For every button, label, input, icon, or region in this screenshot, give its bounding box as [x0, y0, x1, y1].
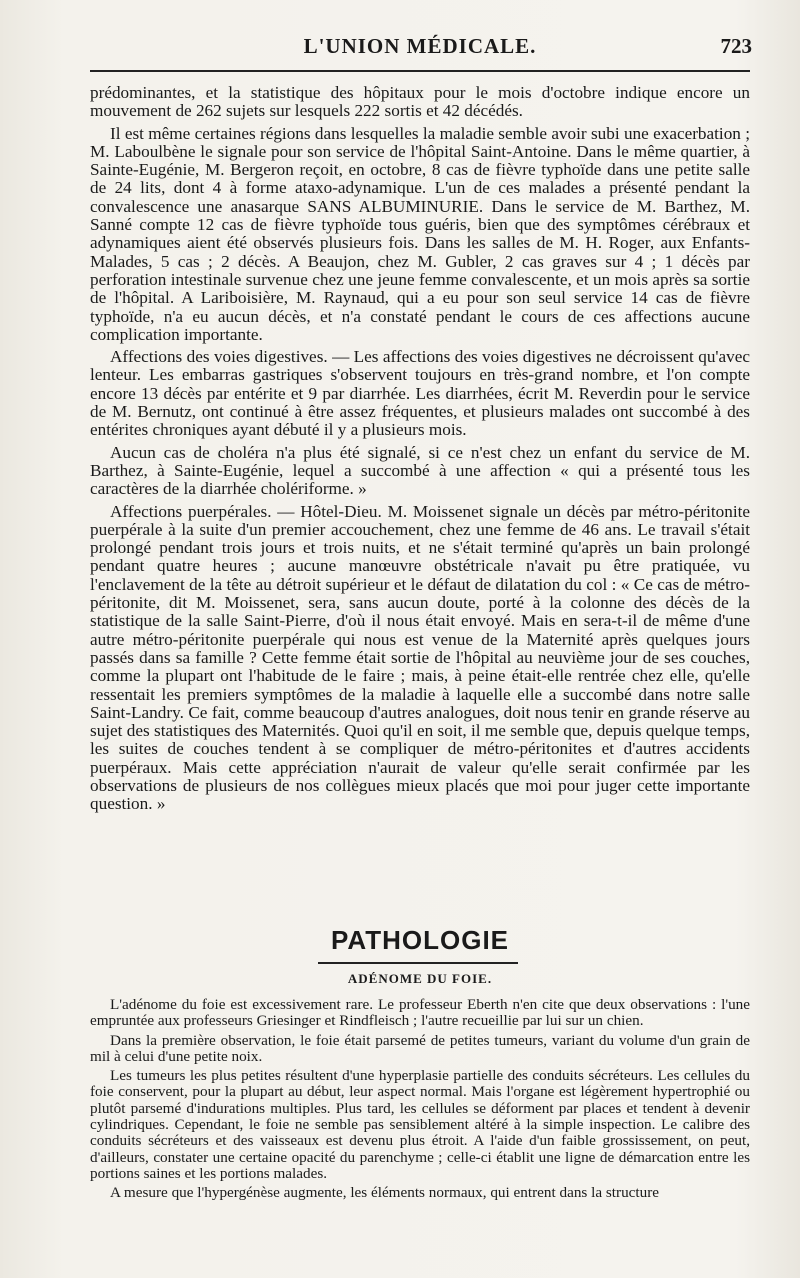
page-number: 723: [720, 34, 752, 58]
paragraph: Affections des voies digestives. — Les affections des voies digestives ne décroissent qu'avec lenteur. Les embarras gastriques s'observent toujours en très-grand nombre, et l'on compte encore 13 décès par entérite et 9 par diarrhée. Les diarrhées, écrit M. Reverdin pour le service de M. Bernutz, ont continué à être assez fréquentes, et plusieurs malades ont succombé à des entérites chroniques ayant débuté il y a plusieurs mois.: [90, 347, 750, 440]
header-rule: [90, 70, 750, 72]
section-subtitle: ADÉNOME DU FOIE.: [347, 971, 493, 986]
paragraph: Les tumeurs les plus petites résultent d'une hyperplasie partielle des conduits sécréteurs. Les cellules du foie conservent, pour la plupart au début, leur aspect normal. Mais l'organe est légèrement hypertrophié ou plutôt parsemé d'indurations multiples. Plus tard, les cellules se déforment par places et tendent à devenir cylindriques. Cependant, le foie ne semble pas sensiblement altéré à la simple inspection. Le calibre des conduits sécréteurs et des vaisseaux est devenu plus étroit. A l'aide d'un faible grossissement, on peut, d'ailleurs, constater une certaine opacité du parenchyme ; celle-ci établit une ligne de démarcation entre les portions saines et les portions malades.: [90, 1067, 750, 1182]
paragraph: Il est même certaines régions dans lesquelles la maladie semble avoir subi une exacerbation ; M. Laboulbène le signale pour son service de l'hôpital Saint-Antoine. Dans le même quartier, à Sainte-Eugénie, M. Bergeron reçoit, en octobre, 8 cas de fièvre typhoïde dans une petite salle de 24 lits, dont 4 à forme ataxo-adynamique. L'un de ces malades a présenté pendant la convalescence une anasarque SANS ALBUMINURIE. Dans le service de M. Barthez, M. Sanné compte 12 cas de fièvre typhoïde tous guéris, bien que des symptômes cérébraux et adynamiques aient été observés plusieurs fois. Dans les salles de M. H. Roger, aux Enfants-Malades, 5 cas ; 2 décès. A Beaujon, chez M. Gubler, 2 cas graves sur 4 ; 1 décès par perforation intestinale survenue chez une jeune femme convalescente, et un mois après sa sortie de l'hôpital. A Lariboisière, M. Raynaud, qui a eu pour son seul service 14 cas de fièvre typhoïde, n'a eu aucun décès, et n'a constaté pendant le cours de ces affections aucune complication importante.: [90, 123, 750, 344]
page-header: [88, 34, 752, 64]
section-body: [90, 997, 750, 1205]
section-rule: [318, 962, 518, 964]
section-title: PATHOLOGIE: [330, 925, 510, 955]
article-body: [90, 84, 750, 818]
paragraph: Affections puerpérales. — Hôtel-Dieu. M. Moissenet signale un décès par métro-péritonite puerpérale à la suite d'un premier accouchement, chez une femme de 46 ans. Le travail s'était prolongé pendant trois jours et trois nuits, et ne s'était terminé qu'après un bain prolongé pendant quatre heures ; aucune manœuvre obstétricale n'avait pu être pratiquée, vu l'enclavement de la tête au détroit supérieur et le défaut de dilatation du col : « Ce cas de métro-péritonite, dit M. Moissenet, sera, sans aucun doute, porté à la colonne des décès de la statistique de la salle Saint-Pierre, d'où il nous était envoyé. Mais en sera-t-il de même d'une autre métro-péritonite puerpérale qui nous est venue de la Maternité après quelques jours passés dans sa famille ? Cette femme était sortie de l'hôpital au neuvième jour de ses couches, comme la plupart ont l'habitude de le faire ; mais, à peine était-elle rentrée chez elle, qu'elle ressentait les premiers symptômes de la maladie à laquelle elle a succombé dans notre salle Saint-Landry. Ce fait, comme beaucoup d'autres analogues, doit nous tenir en grande réserve au sujet des statistiques des Maternités. Quoi qu'il en soit, il me semble que, depuis quelque temps, les suites de couches tendent à se compliquer de métro-péritonites et d'autres accidents puerpéraux. Mais cette appréciation n'aurait de valeur qu'elle serait confirmée par les observations de plusieurs de nos collègues mieux placés que moi pour juger cette importante question. »: [90, 501, 750, 814]
paragraph: A mesure que l'hypergénèse augmente, les éléments normaux, qui entrent dans la structure: [110, 1184, 660, 1202]
paragraph: L'adénome du foie est excessivement rare. Le professeur Eberth n'en cite que deux observations : l'une empruntée aux professeurs Griesinger et Rindfleisch ; l'autre recueillie par lui sur un chien.: [90, 996, 750, 1030]
paragraph: prédominantes, et la statistique des hôpitaux pour le mois d'octobre indique encore un mouvement de 262 sujets sur lesquels 222 sortis et 42 décédés.: [90, 83, 750, 121]
paragraph: Dans la première observation, le foie était parsemé de petites tumeurs, variant du volume d'un grain de mil à celui d'une petite noix.: [90, 1031, 750, 1065]
paragraph: Aucun cas de choléra n'a plus été signalé, si ce n'est chez un enfant du service de M. Barthez, à Sainte-Eugénie, lequel a succombé à une affection « qui a présenté tous les caractères de la diarrhée cholériforme. »: [90, 442, 750, 499]
journal-title: L'UNION MÉDICALE.: [303, 34, 537, 58]
